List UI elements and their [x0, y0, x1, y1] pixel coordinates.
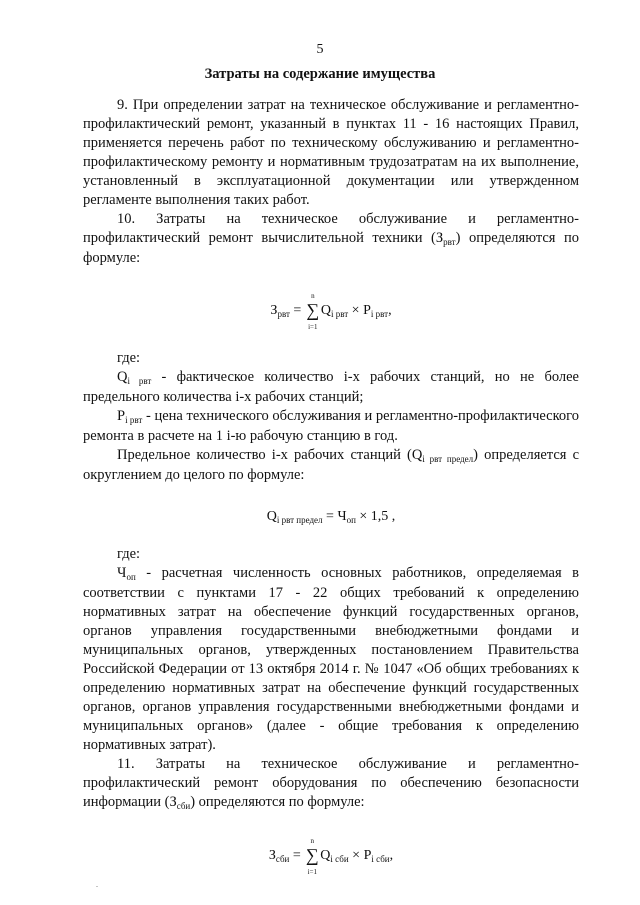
formula-1-p-subscript: i рвт [370, 309, 389, 320]
formula-3-p: P [363, 848, 372, 864]
sum-lower-limit-2: i=1 [307, 868, 317, 876]
paragraph-11-text-b: ) определяются по формуле: [190, 794, 365, 810]
formula-z-rvt [83, 292, 579, 335]
definition-p-rvt [83, 407, 579, 446]
formula-2-ch: Ч [337, 509, 347, 524]
formula-3-lhs: З [268, 848, 276, 864]
summation-sign-2 [305, 837, 319, 876]
definition-q-symbol: Q [117, 369, 128, 385]
formula-3-q: Q [320, 848, 331, 864]
paragraph-10 [83, 210, 579, 268]
symbol-z-sbi-subscript: сби [176, 801, 191, 811]
definition-p-text: - цена технического обслуживания и регламентно-профилактического ремонта в расчете на 1 i-ю рабочую станцию в год. [83, 408, 579, 444]
formula-3-equals: = [289, 848, 305, 864]
limit-text-a: Предельное количество i-х рабочих станций ( [117, 447, 412, 463]
limit-symbol: Q [411, 447, 423, 463]
definition-ch-subscript: оп [126, 572, 136, 582]
symbol-z-rvt: З [435, 230, 444, 246]
summation-sign [306, 292, 320, 331]
formula-2-rest: × 1,5 , [355, 509, 396, 524]
paragraph-10-text-a: 10. Затраты на техническое обслуживание и регламентно-профилактический ремонт вычислительной техники ( [83, 211, 579, 246]
sum-upper-limit-2: n [310, 837, 315, 845]
symbol-z-rvt-subscript: рвт [443, 237, 456, 247]
formula-1-q-subscript: i рвт [330, 309, 349, 320]
formula-2-lhs: Q [266, 509, 277, 524]
where-label-2: где: [117, 546, 141, 562]
formula-1-q: Q [320, 303, 331, 319]
formula-q-limit [83, 509, 579, 539]
definition-ch-text: - расчетная численность основных работников, определяемая в соответствии с пунктами 17 - 22 общих требований к определению нормативных затрат на обеспечение функций государственных органов, органов управления государственными внебюджетными фондами и муниципальных органов, утвержденных постановлением Правительства Российской Федерации от 13 октября 2014 г. № 1047 «Об общих требованиях к определению нормативных затрат на обеспечение функций государственных органов, органов управления государственными внебюджетными фондами и муниципальных органов» (далее - общие требования к определению нормативных затрат). [83, 565, 579, 753]
formula-1-times: × [348, 303, 364, 319]
formula-3-times: × [348, 848, 364, 864]
definition-ch-symbol: Ч [117, 565, 127, 581]
document-body [83, 96, 579, 880]
definition-q-text: - фактическое количество i-х рабочих станций, но не более предельного количества i-х рабочих станций; [83, 369, 579, 405]
page-number: 5 [316, 42, 324, 57]
paragraph-9: 9. При определении затрат на техническое обслуживание и регламентно-профилактический ремонт, указанный в пунктах 11 - 16 настоящих Правил, применяется перечень работ по техническому обслуживанию и регламентно-профилактическому ремонту и нормативным трудозатратам на их выполнение, установленный в эксплуатационной документации или утвержденном регламенте выполнения таких работ. [83, 97, 579, 208]
limit-subscript: i рвт предел [422, 454, 474, 464]
formula-2-equals: = [322, 509, 338, 524]
section-title: Затраты на содержание имущества [204, 66, 436, 82]
symbol-z-sbi: З [169, 794, 177, 810]
formula-3-p-subscript: i сби [371, 854, 390, 865]
formula-1-lhs: З [270, 303, 278, 319]
scan-dot: . [96, 880, 98, 889]
paragraph-11-text-a: 11. Затраты на техническое обслуживание и регламентно-профилактический ремонт оборудования по обеспечению безопасности информации ( [83, 756, 579, 810]
formula-3-tail: , [389, 848, 394, 864]
sum-symbol-2: ∑ [305, 845, 319, 865]
sum-upper-limit: n [311, 292, 315, 300]
limit-text-b: ) определяется с округлением до целого по формуле: [83, 447, 580, 483]
paragraph-10-text-b: ) определяются по формуле: [83, 230, 579, 266]
formula-3-q-subscript: i сби [330, 854, 349, 865]
formula-2-ch-subscript: оп [346, 515, 356, 525]
definition-p-symbol: P [117, 408, 126, 424]
definition-q-subscript: i рвт [127, 376, 152, 386]
definition-q-rvt [83, 368, 579, 407]
limit-paragraph [83, 446, 579, 485]
definition-ch-op [83, 564, 579, 755]
formula-1-lhs-subscript: рвт [277, 309, 290, 320]
formula-2-lhs-subscript: i рвт предел [276, 515, 323, 525]
formula-1-tail: , [388, 303, 392, 319]
definition-p-subscript: i рвт [125, 415, 143, 425]
sum-symbol: ∑ [306, 300, 320, 320]
paragraph-11 [83, 755, 579, 813]
formula-1-equals: = [289, 303, 305, 319]
formula-3-lhs-subscript: сби [275, 854, 290, 865]
formula-z-sbi [83, 837, 579, 880]
formula-1-p: P [363, 303, 371, 319]
sum-lower-limit: i=1 [308, 323, 318, 331]
where-label-1: где: [117, 350, 141, 366]
